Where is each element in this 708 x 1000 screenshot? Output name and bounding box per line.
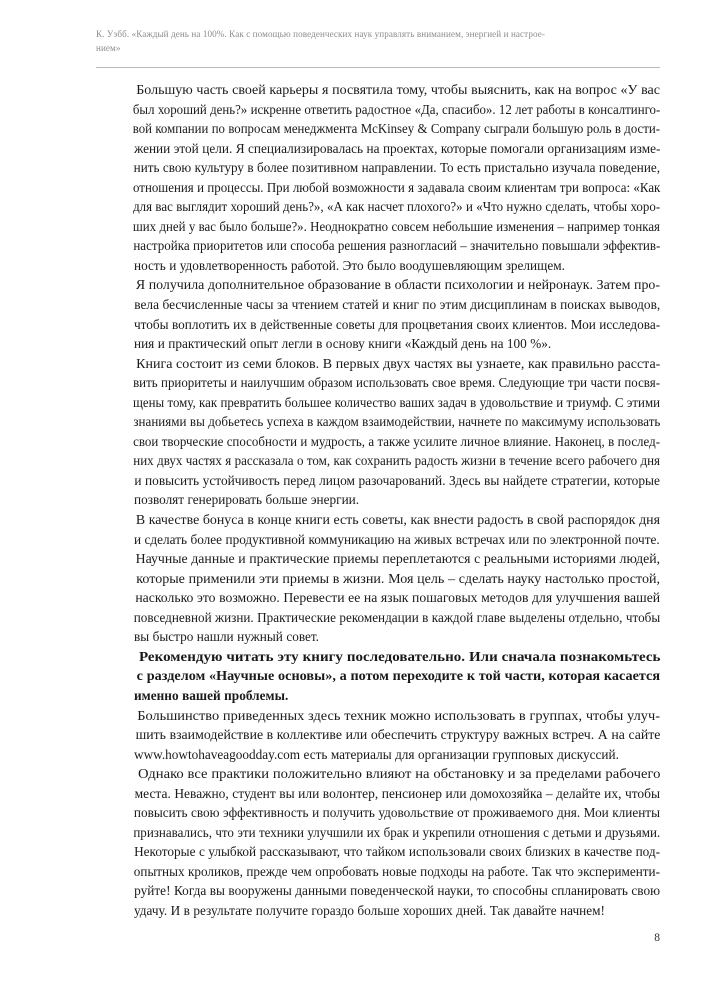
body-line: нить свою культуру в более позитивном направлении. То есть пристально изучала поведение,: [133, 160, 660, 176]
body-line: вить приоритеты и наилучшим образом использовать свое время. Следующие три части посвя-: [133, 375, 661, 391]
body-paragraph: [96, 706, 660, 765]
body-line: повысить свою эффективность и получить удовольствие от проживаемого дня. Мои клиенты: [133, 805, 660, 821]
body-paragraph: [96, 275, 660, 353]
body-line: ния и практический опыт легли в основу книги «Каждый день на 100 %».: [134, 336, 552, 352]
page-number: 8: [654, 932, 660, 944]
body-line: и повысить устойчивость перед лицом разочарований. Здесь вы найдете стратегии, которые: [134, 472, 660, 488]
body-line: щены тому, как превратить большее количество ваших задач в удовольствие и триумф. С этими: [132, 394, 660, 410]
body-text-column: [96, 80, 660, 921]
body-line: для вас выглядит хороший день?», «А как насчет плохого?» и «Что нужно сделать, чтобы хоро-: [133, 199, 661, 215]
body-line: признавались, что эти техники улучшили их брак и укрепили отношения с детьми и друзьями.: [133, 824, 661, 840]
body-line: Однако все практики положительно влияют на обстановку и за пределами рабочего: [137, 766, 661, 782]
body-line: вы быстро нашли нужный совет.: [134, 629, 319, 645]
body-line: именно вашей проблемы.: [134, 687, 289, 703]
body-line: с разделом «Научные основы», а потом переходите к той части, которая касается: [136, 668, 661, 684]
body-paragraph: [96, 647, 660, 706]
body-line: которые применили эти приемы в жизни. Моя цель – сделать науку настолько простой,: [136, 570, 661, 586]
body-line: ших дней у вас было больше?». Неоднократно совсем небольшие изменения – например тонкая: [132, 218, 660, 234]
body-line: них двух частях я рассказала о том, как сохранить радость жизни в течение всего рабочего дня: [133, 453, 661, 469]
body-line: свои творческие способности и мудрость, а также усилите личное влияние. Наконец, в послед-: [133, 433, 661, 449]
body-paragraph: [96, 549, 660, 647]
body-line: вой компании по вопросам менеджмента McKinsey & Company сыграли большую роль в дости-: [132, 121, 660, 137]
header-divider: [96, 67, 660, 68]
body-line: отношения и процессы. При любой возможности я задавала своим клиентам три вопроса: «Как: [133, 179, 661, 195]
body-line: насколько это возможно. Перевести ее на язык пошаговых методов для улучшения вашей: [135, 590, 661, 606]
body-line: настройка приоритетов или способа решения разногласий – значительно повышали эффектив-: [133, 238, 661, 254]
body-paragraph: [96, 764, 660, 920]
running-head: [96, 27, 614, 55]
body-line: знаниями вы добьетесь успеха в каждом взаимодействии, начнете по максимуму использовать: [133, 414, 661, 430]
body-line: Большую часть своей карьеры я посвятила тому, чтобы выяснить, как на вопрос «У вас: [136, 82, 661, 97]
body-line: чтобы воплотить их в действенные советы для процветания своих клиентов. Мои исследова-: [134, 316, 661, 332]
body-paragraph: [96, 354, 660, 510]
body-line: ность и удовлетворенность работой. Это было воодушевляющим зрелищем.: [134, 257, 565, 273]
body-line: опытных кроликов, прежде чем опробовать новые подходы на работе. Так что эксперименти-: [133, 863, 660, 879]
body-line: вела бесчисленные часы за чтением статей и книг по этим дисциплинам в поисках выводов,: [134, 297, 661, 313]
running-head-line-2: нием»: [96, 43, 121, 53]
body-line: места. Неважно, студент вы или волонтер, пенсионер или домохозяйка – делайте их, чтобы: [134, 785, 661, 801]
body-line: В качестве бонуса в конце книги есть советы, как внести радость в свой распорядок дня: [135, 512, 660, 528]
body-line: позволят генерировать больше энергии.: [134, 492, 360, 508]
body-line: www.howtohaveagoodday.com есть материалы для организации групповых дискуссий.: [134, 746, 619, 762]
body-line: Большинство приведенных здесь техник можно использовать в группах, чтобы улуч-: [137, 707, 660, 723]
body-line: жении этой цели. Я специализировалась на проектах, которые помогали организациям изме-: [134, 140, 661, 156]
body-line: и сделать более продуктивной коммуникацию на живых встречах или по электронной почте.: [134, 531, 660, 547]
body-paragraph: [96, 510, 660, 549]
body-line: Книга состоит из семи блоков. В первых двух частях вы узнаете, как правильно расста-: [136, 355, 661, 371]
body-line: шить взаимодействие в коллективе или обеспечить структуру важных встреч. А на сайте: [135, 727, 661, 743]
body-line: руйте! Когда вы вооружены данными поведенческой науки, то способны спланировать свою: [134, 883, 661, 899]
running-head-line-1: К. Уэбб. «Каждый день на 100%. Как с помощью поведенческих наук управлять вниманием, энергией и настрое-: [96, 29, 545, 39]
body-paragraph: [96, 80, 660, 275]
body-line: Научные данные и практические приемы переплетаются с реальными историями людей,: [135, 551, 661, 567]
body-line: удачу. И в результате получите гораздо больше хороших дней. Так давайте начнем!: [134, 902, 605, 918]
body-line: Рекомендую читать эту книгу последовательно. Или сначала познакомьтесь: [138, 648, 661, 664]
body-line: повседневной жизни. Практические рекомендации в каждой главе выделены отдельно, чтобы: [133, 609, 661, 625]
body-line: был хороший день?» искренне ответить радостное «Да, спасибо». 12 лет работы в консалтинго-: [132, 101, 661, 117]
body-line: Некоторые с улыбкой рассказывают, что тайком использовали своих близких в качестве под-: [134, 844, 661, 860]
body-line: Я получила дополнительное образование в области психологии и нейронаук. Затем про-: [135, 277, 660, 293]
